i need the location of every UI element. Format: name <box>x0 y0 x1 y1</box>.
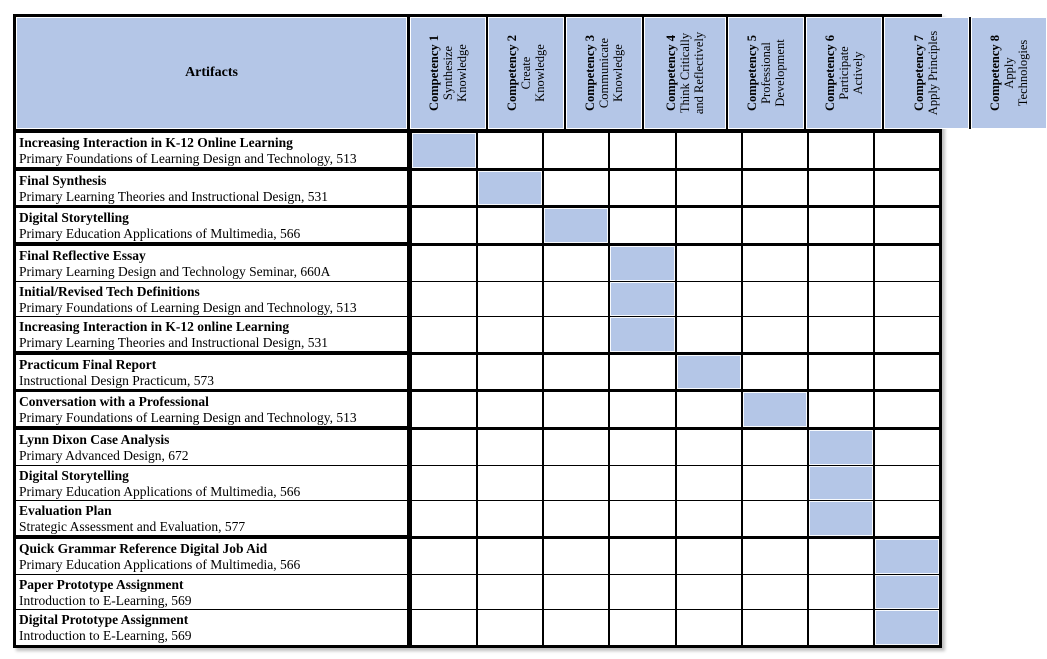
table-row <box>16 355 939 393</box>
artifact-cell <box>16 317 410 352</box>
competency-cell <box>807 355 873 390</box>
artifact-title: Final Synthesis <box>19 172 107 188</box>
competency-cell <box>873 355 939 390</box>
artifact-course: Strategic Assessment and Evaluation, 577 <box>16 519 407 536</box>
artifact-course: Primary Foundations of Learning Design and Technology, 513 <box>16 410 407 427</box>
competency-header-label <box>427 35 469 111</box>
competency-cell <box>410 208 476 243</box>
artifact-cell <box>16 610 410 645</box>
competency-cell <box>410 317 476 352</box>
artifact-cell <box>16 171 410 206</box>
competency-name-line2: Development <box>773 39 788 107</box>
competency-cell <box>608 539 674 574</box>
competency-header-group <box>410 17 1047 129</box>
competency-cell <box>410 610 476 645</box>
table-row <box>16 610 939 645</box>
artifact-title: Increasing Interaction in K-12 online Learning <box>19 319 290 335</box>
competency-number-label: Competency 1 <box>427 34 442 112</box>
competency-cell <box>873 501 939 536</box>
competency-cell-highlighted <box>675 355 741 390</box>
competency-cell-highlighted <box>542 208 608 243</box>
competency-cell <box>675 430 741 465</box>
competency-cell <box>410 282 476 317</box>
artifact-cell <box>16 575 410 610</box>
competency-header-label <box>745 35 787 111</box>
competency-number-label: Competency 8 <box>987 34 1002 112</box>
competency-cell <box>476 208 542 243</box>
artifact-course: Primary Advanced Design, 672 <box>19 448 189 464</box>
competency-header-label <box>988 35 1030 111</box>
competency-number-label: Competency 2 <box>505 34 520 112</box>
artifact-course: Primary Learning Theories and Instructional Design, 531 <box>16 189 407 206</box>
artifact-course: Instructional Design Practicum, 573 <box>16 373 407 390</box>
competency-cell <box>542 392 608 427</box>
competency-name-line1: Professional <box>759 42 774 104</box>
artifact-cell <box>16 246 410 281</box>
artifact-course: Primary Foundations of Learning Design and Technology, 513 <box>19 299 357 315</box>
table-row <box>16 171 939 209</box>
artifact-cell <box>16 282 410 317</box>
competency-number-label: Competency 3 <box>583 34 598 112</box>
competency-cell <box>807 246 873 281</box>
artifact-course: Primary Education Applications of Multimedia, 566 <box>19 483 301 499</box>
competency-name-line1: Apply <box>1001 57 1016 89</box>
competency-cell <box>675 246 741 281</box>
competency-cell <box>675 208 741 243</box>
competency-name-line1: Apply Principles <box>926 30 941 116</box>
competency-cell <box>675 501 741 536</box>
table-row <box>16 317 939 355</box>
competency-header-cell <box>564 17 642 129</box>
competency-cell <box>807 575 873 610</box>
artifact-course: Introduction to E-Learning, 569 <box>19 628 192 644</box>
competency-cell-highlighted <box>741 392 807 427</box>
competency-name-line2: Knowledge <box>533 44 548 102</box>
competency-cell <box>741 610 807 645</box>
competency-cell <box>476 246 542 281</box>
competency-cell <box>542 355 608 390</box>
competency-name-line2: Technologies <box>1015 39 1030 107</box>
competency-name-line1: Participate <box>837 46 852 100</box>
table-row <box>16 282 939 318</box>
competency-number-label: Competency 4 <box>664 34 679 112</box>
artifact-title: Paper Prototype Assignment <box>19 576 184 592</box>
competency-cell <box>675 392 741 427</box>
competency-cell-highlighted <box>873 575 939 610</box>
artifact-cell <box>16 355 410 390</box>
competency-cell <box>542 539 608 574</box>
artifact-cell <box>16 392 410 427</box>
competency-cell <box>542 466 608 501</box>
competency-cell <box>873 466 939 501</box>
artifact-cell <box>16 430 410 465</box>
competency-cell <box>741 208 807 243</box>
competency-cell-highlighted <box>807 466 873 501</box>
artifact-cell <box>16 466 410 501</box>
artifact-title: Lynn Dixon Case Analysis <box>19 432 170 448</box>
artifact-course: Primary Foundations of Learning Design and Technology, 513 <box>16 151 407 168</box>
competency-cell <box>873 430 939 465</box>
table-row <box>16 208 939 246</box>
artifact-course: Primary Learning Theories and Instructional Design, 531 <box>16 335 407 352</box>
competency-cell <box>741 282 807 317</box>
competency-cell <box>542 282 608 317</box>
competency-cell <box>741 430 807 465</box>
competency-cell <box>608 208 674 243</box>
table-row <box>16 133 939 171</box>
artifact-cell <box>16 208 410 243</box>
artifact-title: Digital Storytelling <box>19 210 129 226</box>
artifact-cell <box>16 133 410 168</box>
competency-cell <box>608 392 674 427</box>
artifacts-header-label: Artifacts <box>185 65 238 80</box>
competency-cell <box>741 133 807 168</box>
competency-cell <box>542 171 608 206</box>
competency-cell <box>807 317 873 352</box>
competency-cell-highlighted <box>476 171 542 206</box>
competency-cell <box>410 392 476 427</box>
competency-cell <box>410 430 476 465</box>
competency-cell <box>675 575 741 610</box>
competency-cell <box>741 171 807 206</box>
competency-cell <box>542 317 608 352</box>
competency-cell <box>741 575 807 610</box>
competency-cell <box>476 575 542 610</box>
competency-cell <box>476 355 542 390</box>
competency-header-cell <box>410 17 486 129</box>
competency-cell <box>741 317 807 352</box>
table-row <box>16 539 939 575</box>
artifact-title: Conversation with a Professional <box>19 394 209 410</box>
competency-cell <box>476 466 542 501</box>
competency-name-line2: Knowledge <box>611 44 626 102</box>
competency-header-label <box>505 35 547 111</box>
competency-name-line2: and Reflectively <box>692 31 707 115</box>
competency-cell <box>608 430 674 465</box>
competency-cell <box>476 430 542 465</box>
competency-cell <box>542 246 608 281</box>
competency-header-cell <box>804 17 882 129</box>
competency-cell <box>476 317 542 352</box>
competency-cell <box>741 539 807 574</box>
competency-name-line1: Communicate <box>597 37 612 109</box>
competency-cell <box>410 539 476 574</box>
artifact-cell <box>16 539 410 574</box>
competency-cell <box>542 610 608 645</box>
competency-cell <box>873 392 939 427</box>
competency-cell <box>741 355 807 390</box>
artifact-title: Digital Prototype Assignment <box>19 612 189 628</box>
competency-cell <box>675 133 741 168</box>
competency-cell <box>675 317 741 352</box>
competency-header-cell <box>486 17 564 129</box>
competency-cell <box>410 466 476 501</box>
artifact-course: Introduction to E-Learning, 569 <box>19 592 192 608</box>
competency-cell <box>476 501 542 536</box>
competency-cell <box>675 466 741 501</box>
competency-cell <box>807 208 873 243</box>
competency-cell <box>873 246 939 281</box>
competency-cell <box>873 208 939 243</box>
competency-cell <box>608 355 674 390</box>
artifact-title: Final Reflective Essay <box>19 247 146 263</box>
competency-header-cell <box>882 17 968 129</box>
header-row <box>16 17 1030 133</box>
competency-cell <box>741 501 807 536</box>
competency-name-line1: Think Critically <box>678 32 693 114</box>
competency-cell <box>807 282 873 317</box>
competency-cell <box>542 133 608 168</box>
table-row <box>16 392 939 430</box>
competency-cell-highlighted <box>807 430 873 465</box>
artifact-title: Quick Grammar Reference Digital Job Aid <box>19 541 268 557</box>
artifact-title: Increasing Interaction in K-12 Online Learning <box>19 135 293 150</box>
competency-cell <box>608 575 674 610</box>
competency-cell <box>873 282 939 317</box>
competency-header-cell <box>726 17 804 129</box>
competency-cell <box>476 610 542 645</box>
competency-cell-highlighted <box>873 610 939 645</box>
competency-cell <box>675 539 741 574</box>
competency-name-line2: Knowledge <box>455 44 470 102</box>
artifact-course: Primary Learning Design and Technology Seminar, 660A <box>19 263 331 279</box>
competency-cell <box>807 610 873 645</box>
artifacts-header-cell <box>16 17 410 129</box>
competency-cell <box>608 501 674 536</box>
competency-cell <box>675 171 741 206</box>
table-row <box>16 246 939 282</box>
competency-cell <box>410 246 476 281</box>
competency-cell-highlighted <box>873 539 939 574</box>
competency-cell <box>807 392 873 427</box>
competency-cell <box>873 171 939 206</box>
competency-cell <box>410 355 476 390</box>
competency-number-label: Competency 5 <box>745 34 760 112</box>
competency-number-label: Competency 6 <box>823 34 838 112</box>
competency-cell <box>608 466 674 501</box>
artifact-course: Primary Education Applications of Multimedia, 566 <box>19 557 301 573</box>
artifact-course: Primary Education Applications of Multimedia, 566 <box>16 226 407 243</box>
competency-cell <box>608 171 674 206</box>
artifact-cell <box>16 501 410 536</box>
competency-name-line2: Actively <box>851 51 866 95</box>
competency-header-label <box>823 35 865 111</box>
competency-cell <box>542 501 608 536</box>
competency-cell-highlighted <box>608 282 674 317</box>
competency-header-label <box>664 32 706 114</box>
competency-cell-highlighted <box>807 501 873 536</box>
competency-cell <box>741 466 807 501</box>
competency-cell <box>608 133 674 168</box>
competency-cell <box>410 171 476 206</box>
artifact-title: Digital Storytelling <box>19 467 129 483</box>
competency-cell <box>476 133 542 168</box>
competency-cell <box>608 610 674 645</box>
competency-cell-highlighted <box>410 133 476 168</box>
table-row <box>16 575 939 611</box>
competency-matrix-table <box>13 14 1030 648</box>
table-row <box>16 501 939 539</box>
competency-cell <box>675 610 741 645</box>
competency-cell <box>807 539 873 574</box>
competency-name-line1: Synthesize <box>441 45 456 101</box>
competency-cell <box>807 171 873 206</box>
competency-cell <box>873 133 939 168</box>
competency-cell <box>741 246 807 281</box>
artifact-title: Initial/Revised Tech Definitions <box>19 283 200 299</box>
table-row <box>16 466 939 502</box>
competency-cell <box>410 501 476 536</box>
competency-name-line1: Create <box>519 56 534 90</box>
competency-cell <box>410 575 476 610</box>
table-body <box>16 133 939 645</box>
competency-header-cell <box>969 17 1047 129</box>
artifact-title: Evaluation Plan <box>19 503 112 519</box>
competency-header-label <box>583 35 625 111</box>
table-row <box>16 430 939 466</box>
artifact-title: Practicum Final Report <box>19 356 157 372</box>
competency-cell <box>873 317 939 352</box>
competency-cell <box>476 539 542 574</box>
competency-cell <box>542 430 608 465</box>
competency-cell <box>476 392 542 427</box>
competency-number-label: Competency 7 <box>912 34 927 112</box>
competency-header-cell <box>642 17 726 129</box>
competency-cell-highlighted <box>608 246 674 281</box>
competency-cell-highlighted <box>608 317 674 352</box>
competency-cell <box>542 575 608 610</box>
competency-header-label <box>913 31 941 115</box>
competency-cell <box>675 282 741 317</box>
competency-cell <box>476 282 542 317</box>
competency-cell <box>807 133 873 168</box>
